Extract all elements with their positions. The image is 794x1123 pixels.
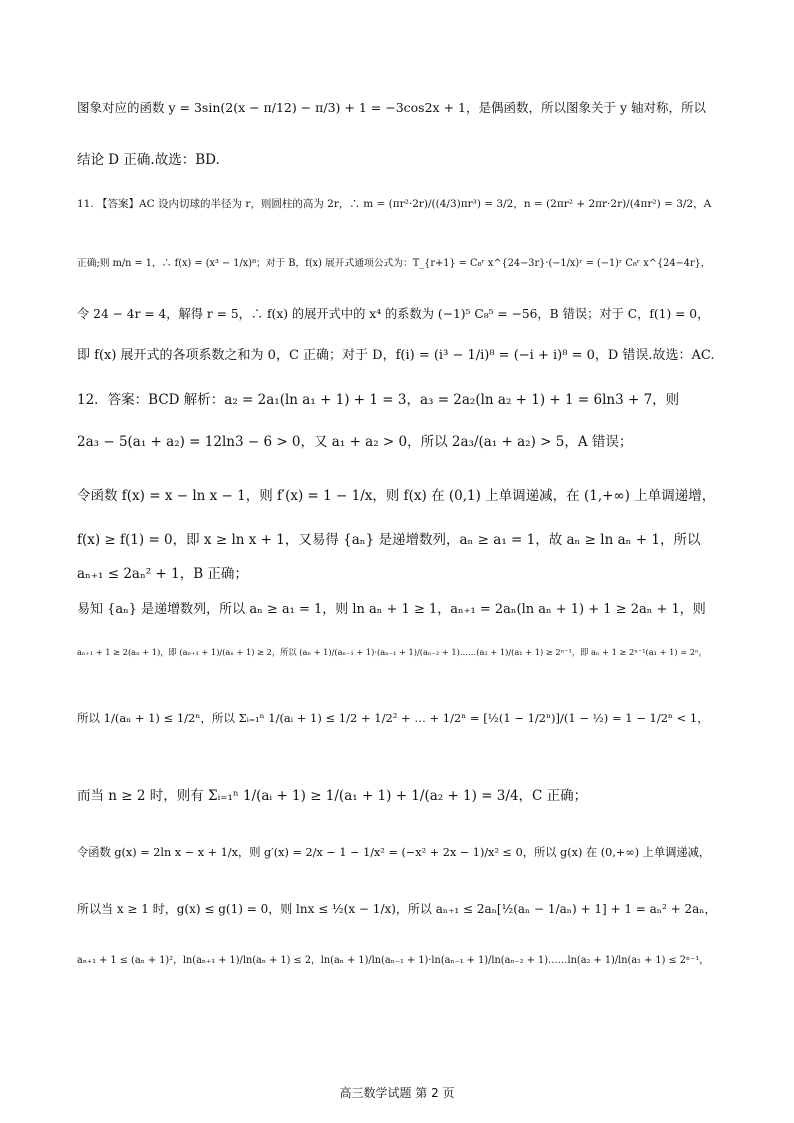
- text-line-4: 正确;则 m/n = 1，∴ f(x) = (x³ − 1/x)⁸；对于 B，f(x) 展开式通项公式为：T_{r+1} = C₈ʳ x^{24−3r}·(−1/x)ʳ = (−1)ʳ C₈ʳ x^{24−4r}，: [77, 258, 711, 269]
- text-line-15: 而当 n ≥ 2 时，则有 Σᵢ₌₁ⁿ 1/(aᵢ + 1) ≥ 1/(a₁ + 1) + 1/(a₂ + 1) = 3/4，C 正确；: [77, 788, 588, 804]
- text-line-10: f(x) ≥ f(1) = 0，即 x ≥ ln x + 1，又易得 {aₙ} 是递增数列，aₙ ≥ a₁ = 1，故 aₙ ≥ ln aₙ + 1，所以: [77, 532, 701, 548]
- text-line-2: 结论 D 正确.故选：BD.: [77, 152, 220, 168]
- text-line-5: 令 24 − 4r = 4，解得 r = 5，∴ f(x) 的展开式中的 x⁴ 的系数为 (−1)⁵ C₈⁵ = −56，B 错误；对于 C，f(1) = 0，: [77, 307, 710, 321]
- text-line-9: 令函数 f(x) = x − ln x − 1，则 f′(x) = 1 − 1/x，则 f(x) 在 (0,1) 上单调递减，在 (1,+∞) 上单调递增，: [77, 488, 716, 504]
- text-line-13: aₙ₊₁ + 1 ≥ 2(aₙ + 1)，即 (aₙ₊₁ + 1)/(aₙ + 1) ≥ 2，所以 (aₙ + 1)/(aₙ₋₁ + 1)·(aₙ₋₁ + 1)/(aₙ₋₂ + 1)……(a₂ + 1)/(a₁ + 1) ≥ 2ⁿ⁻¹，即 aₙ + 1 ≥ 2ⁿ⁻¹(a₁ + 1) = 2ⁿ，: [77, 647, 707, 657]
- text-line-14: 所以 1/(aₙ + 1) ≤ 1/2ⁿ，所以 Σᵢ₌₁ⁿ 1/(aᵢ + 1) ≤ 1/2 + 1/2² + … + 1/2ⁿ = [½(1 − 1/2ⁿ)]/(1 − ½) = 1 − 1/2ⁿ < 1，: [77, 711, 709, 725]
- page-footer: 高三数学试题 第 2 页: [339, 1086, 455, 1100]
- text-line-16: 令函数 g(x) = 2ln x − x + 1/x，则 g′(x) = 2/x − 1 − 1/x² = (−x² + 2x − 1)/x² ≤ 0，所以 g(x) 在 (0,+∞) 上单调递减，: [77, 846, 711, 859]
- text-line-1: 图象对应的函数 y = 3sin(2(x − π/12) − π/3) + 1 = −3cos2x + 1，是偶函数，所以图象关于 y 轴对称，所以: [77, 100, 706, 115]
- text-line-17: 所以当 x ≥ 1 时，g(x) ≤ g(1) = 0，则 lnx ≤ ½(x − 1/x)，所以 aₙ₊₁ ≤ 2aₙ[½(aₙ − 1/aₙ) + 1] + 1 = aₙ² + 2aₙ，: [77, 902, 717, 916]
- text-line-7: 12．答案：BCD 解析：a₂ = 2a₁(ln a₁ + 1) + 1 = 3，a₃ = 2a₂(ln a₂ + 1) + 1 = 6ln3 + 7，则: [77, 392, 680, 408]
- text-line-3: 11. 【答案】AC 设内切球的半径为 r，则圆柱的高为 2r，∴ m = (πr²·2r)/((4/3)πr³) = 3/2，n = (2πr² + 2πr·2r)/(4πr²) = 3/2，A: [77, 198, 712, 210]
- text-line-11: aₙ₊₁ ≤ 2aₙ² + 1，B 正确；: [77, 566, 248, 582]
- text-line-8: 2a₃ − 5(a₁ + a₂) = 12ln3 − 6 > 0，又 a₁ + a₂ > 0，所以 2a₃/(a₁ + a₂) > 5，A 错误；: [77, 434, 633, 450]
- text-line-6: 即 f(x) 展开式的各项系数之和为 0，C 正确；对于 D，f(i) = (i³ − 1/i)⁸ = (−i + i)⁸ = 0，D 错误.故选：AC.: [77, 348, 715, 363]
- text-line-18: aₙ₊₁ + 1 ≤ (aₙ + 1)²，ln(aₙ₊₁ + 1)/ln(aₙ + 1) ≤ 2，ln(aₙ + 1)/ln(aₙ₋₁ + 1)·ln(aₙ₋₁ + 1)/ln(aₙ₋₂ + 1)……ln(a₂ + 1)/ln(a₁ + 1) ≤ 2ⁿ⁻¹，: [77, 955, 710, 966]
- text-line-12: 易知 {aₙ} 是递增数列，所以 aₙ ≥ a₁ = 1，则 ln aₙ + 1 ≥ 1，aₙ₊₁ = 2aₙ(ln aₙ + 1) + 1 ≥ 2aₙ + 1，则: [77, 602, 706, 617]
